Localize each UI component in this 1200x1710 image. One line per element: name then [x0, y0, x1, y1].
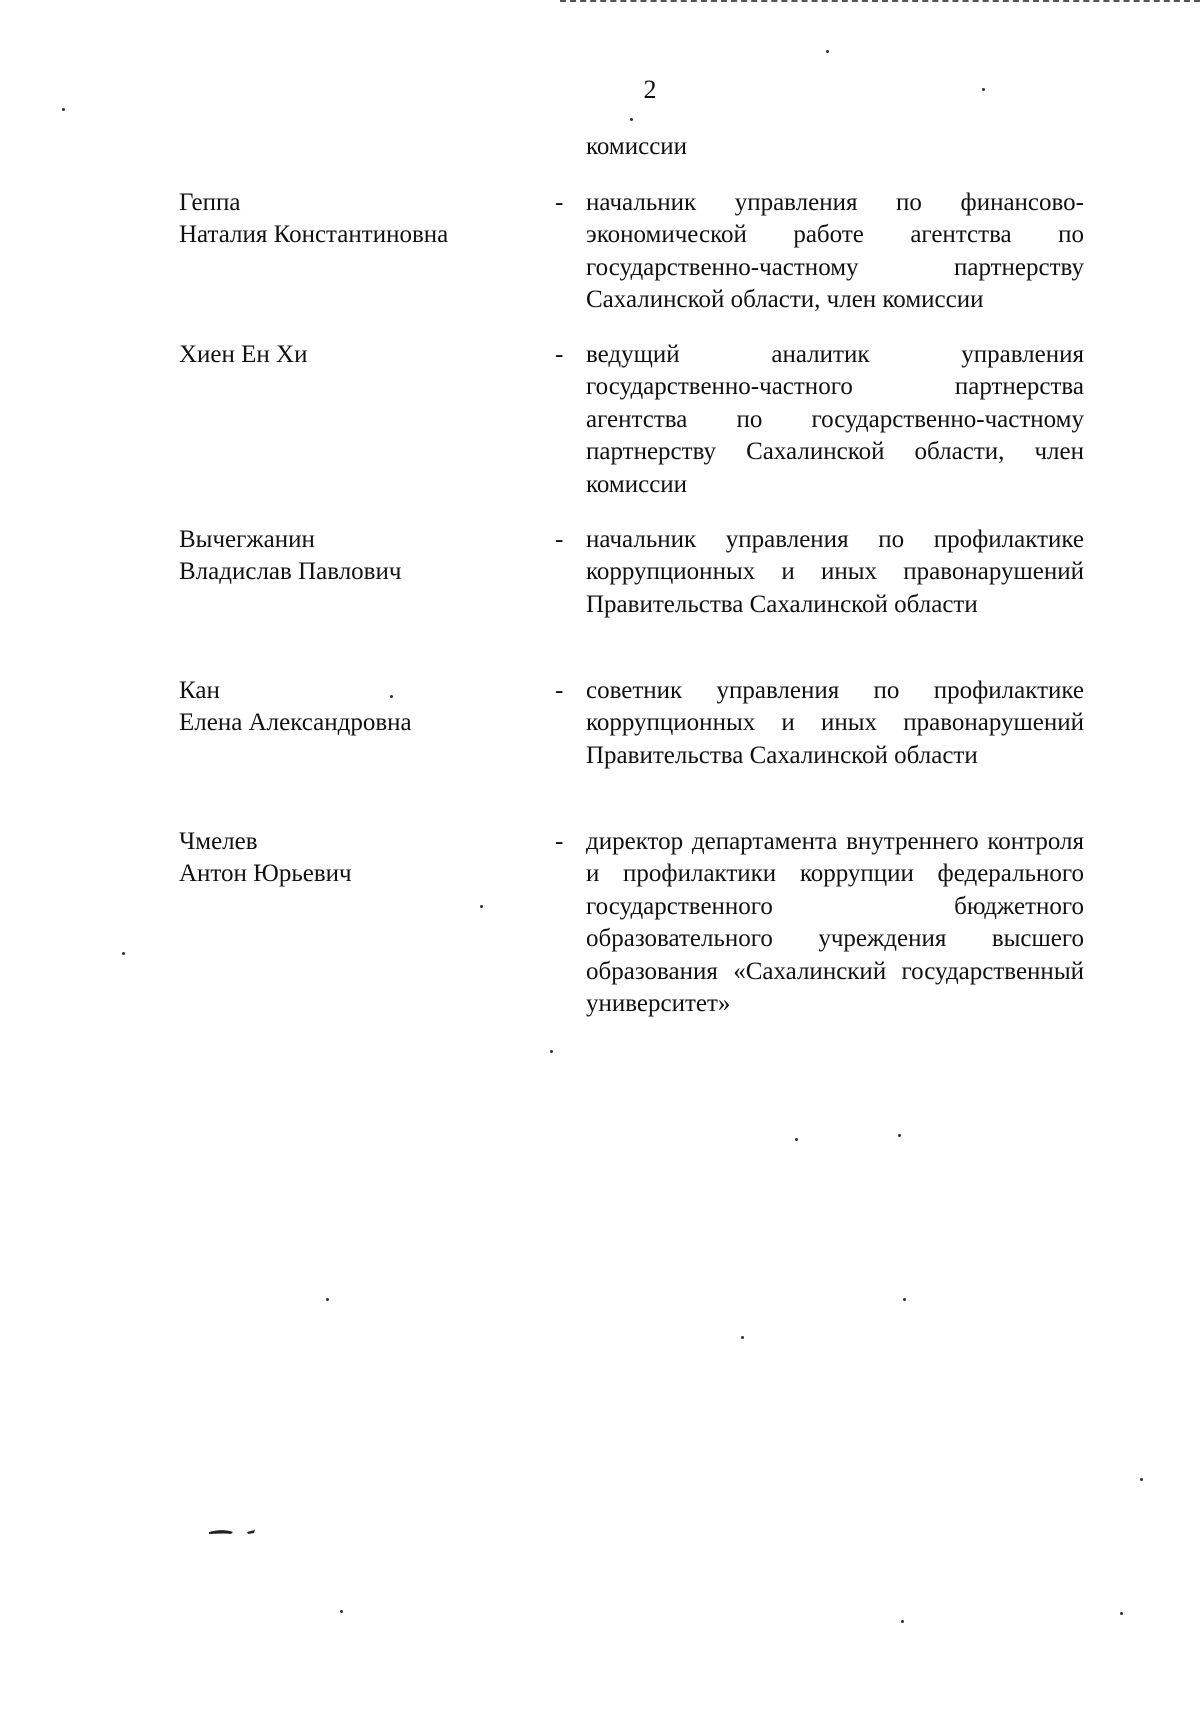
- member-name: [179, 339, 509, 371]
- separator-dash: -: [555, 189, 564, 216]
- scan-speck: [390, 695, 393, 698]
- member-name: [179, 524, 509, 588]
- separator-dash: -: [555, 828, 564, 855]
- member-name: [179, 675, 509, 739]
- scan-speck: [122, 952, 125, 955]
- scan-speck: [901, 1620, 904, 1623]
- member-given-names: Владислав Павлович: [179, 558, 402, 585]
- member-given-names: Елена Александровна: [179, 709, 412, 736]
- continuation-text: комиссии: [586, 133, 688, 160]
- member-role: начальник управления по финансово-экономической работе агентства по государственно-частному партнерству Сахалинской области, член комиссии: [586, 189, 1084, 314]
- scan-speck: [630, 118, 633, 121]
- member-name: [179, 826, 509, 890]
- separator-dash: -: [555, 341, 564, 368]
- scan-speck: [795, 1138, 798, 1141]
- scan-speck: [480, 905, 483, 908]
- scan-speck: [903, 1298, 906, 1301]
- scan-speck: [1120, 1612, 1123, 1615]
- member-given-names: Наталия Константиновна: [179, 221, 449, 248]
- member-surname: Чмелев: [179, 828, 258, 855]
- scan-speck: [741, 1336, 744, 1339]
- scan-speck: [326, 1298, 329, 1301]
- separator-dash: -: [555, 677, 564, 704]
- member-surname: Вычегжанин: [179, 526, 315, 553]
- scan-speck: [982, 88, 985, 91]
- page-number: 2: [643, 75, 657, 104]
- scan-speck: [1140, 1478, 1143, 1481]
- scan-speck: [898, 1134, 901, 1137]
- scan-speck: [62, 108, 65, 111]
- scan-smudge: [207, 1524, 267, 1538]
- member-role: советник управления по профилактике коррупционных и иных правонарушений Правительства Сахалинской области: [586, 677, 1084, 769]
- member-surname: Геппа: [179, 189, 241, 216]
- member-surname: Кан: [179, 677, 220, 704]
- scan-speck: [340, 1610, 343, 1613]
- member-given-names: Антон Юрьевич: [179, 860, 352, 887]
- member-role: ведущий аналитик управления государственно-частного партнерства агентства по государственно-частному партнерству Сахалинской области, член комиссии: [586, 341, 1084, 498]
- scan-speck: [550, 1050, 553, 1053]
- member-role: директор департамента внутреннего контроля и профилактики коррупции федерального государственного бюджетного образовательного учреждения высшего образования «Сахалинский государственный университет»: [586, 828, 1084, 1018]
- member-surname: Хиен Ен Хи: [179, 341, 308, 368]
- member-role: начальник управления по профилактике коррупционных и иных правонарушений Правительства Сахалинской области: [586, 526, 1084, 618]
- scan-speck: [826, 50, 829, 53]
- scan-edge-line: [560, 0, 1200, 2]
- separator-dash: -: [555, 526, 564, 553]
- member-name: [179, 187, 509, 251]
